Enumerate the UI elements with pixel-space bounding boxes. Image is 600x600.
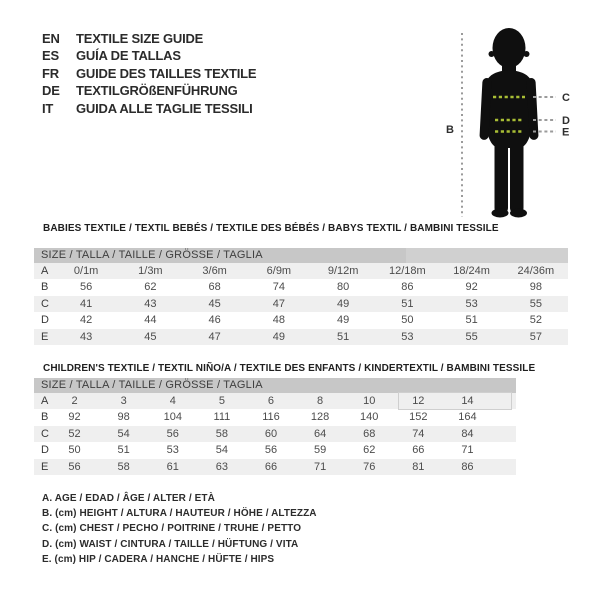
spacer-cell xyxy=(492,409,516,425)
table-cell: 3/6m xyxy=(183,263,247,279)
table-cell: 62 xyxy=(363,444,376,457)
table-row xyxy=(34,329,568,345)
table-cell: 74 xyxy=(394,426,443,442)
table-cell: 9/12m xyxy=(311,263,375,279)
child-silhouette xyxy=(479,28,538,218)
language-title: GUÍA DE TALLAS xyxy=(76,48,181,64)
legend-line: D. (cm) WAIST / CINTURA / TAILLE / HÜFTUNG / VITA xyxy=(42,538,299,550)
row-label: E xyxy=(34,459,50,475)
table-cell: 43 xyxy=(54,329,118,345)
row-label: B xyxy=(41,281,49,294)
table-cell: 51 xyxy=(117,444,130,457)
table-cell: 68 xyxy=(208,281,221,294)
children-table-title: CHILDREN'S TEXTILE / TEXTIL NIÑO/A / TEXTILE DES ENFANTS / KINDERTEXTIL / BAMBINI TESSILE xyxy=(43,363,536,374)
table-cell: 4 xyxy=(148,393,197,409)
language-code: DE xyxy=(42,83,60,99)
table-row xyxy=(34,459,516,475)
spacer-cell xyxy=(492,459,516,475)
row-label: E xyxy=(34,329,54,345)
language-row xyxy=(42,65,256,82)
table-cell: 49 xyxy=(311,296,375,312)
table-row xyxy=(34,409,516,425)
row-label: A xyxy=(34,263,54,279)
table-cell: 47 xyxy=(247,296,311,312)
table-cell: 71 xyxy=(296,459,345,475)
table-cell: 63 xyxy=(197,459,246,475)
table-cell: 66 xyxy=(246,459,295,475)
table-row xyxy=(34,393,516,409)
table-cell: 41 xyxy=(54,296,118,312)
table-cell: 116 xyxy=(262,411,280,424)
table-cell: 8 xyxy=(296,393,345,409)
table-cell: 10 xyxy=(345,393,394,409)
table-row xyxy=(34,312,568,328)
table-cell: 12 xyxy=(394,393,443,409)
row-label: D xyxy=(41,314,49,327)
table-cell: 51 xyxy=(375,296,439,312)
babies-size-table xyxy=(34,248,568,345)
table-cell: 58 xyxy=(99,459,148,475)
table-cell: 58 xyxy=(197,426,246,442)
table-cell: 0/1m xyxy=(54,263,118,279)
table-cell: 62 xyxy=(144,281,157,294)
table-row xyxy=(34,442,516,458)
table-cell: 64 xyxy=(296,426,345,442)
spacer-cell xyxy=(492,426,516,442)
table-cell: 51 xyxy=(311,329,375,345)
height-label: B xyxy=(446,124,454,136)
table-cell: 18/24m xyxy=(440,263,504,279)
table-row xyxy=(34,426,516,442)
babies-table-grid xyxy=(34,263,568,345)
children-table-grid xyxy=(34,393,516,475)
table-cell: 53 xyxy=(375,329,439,345)
legend-line: E. (cm) HIP / CADERA / HANCHE / HÜFTE / HIPS xyxy=(42,553,275,565)
language-code: ES xyxy=(42,48,59,64)
table-cell: 55 xyxy=(504,296,568,312)
language-title: GUIDA ALLE TAGLIE TESSILI xyxy=(76,100,253,116)
table-cell: 49 xyxy=(337,314,350,327)
language-code: IT xyxy=(42,100,54,116)
language-row xyxy=(42,82,256,99)
table-cell: 59 xyxy=(313,444,327,457)
table-cell: 57 xyxy=(504,329,568,345)
measurement-figure xyxy=(425,14,595,226)
table-cell: 45 xyxy=(118,329,182,345)
table-cell: 92 xyxy=(68,411,81,424)
language-row xyxy=(42,47,256,64)
table-cell: 6/9m xyxy=(247,263,311,279)
table-cell: 46 xyxy=(208,314,221,327)
table-row xyxy=(34,296,568,312)
table-cell: 52 xyxy=(529,314,542,327)
table-cell: 54 xyxy=(215,444,228,457)
language-title-list xyxy=(42,30,256,117)
table-cell: 49 xyxy=(247,329,311,345)
legend-line: B. (cm) HEIGHT / ALTURA / HAUTEUR / HÖHE / ALTEZZA xyxy=(42,508,317,520)
children-size-table xyxy=(34,378,516,475)
babies-table-title: BABIES TEXTILE / TEXTIL BEBÉS / TEXTILE DES BÉBÉS / BABYS TEXTIL / BAMBINI TESSILE xyxy=(43,223,499,234)
table-cell: 56 xyxy=(50,459,99,475)
babies-size-header-bar: SIZE / TALLA / TAILLE / GRÖSSE / TAGLIA xyxy=(34,248,568,263)
legend-line: A. AGE / EDAD / ÂGE / ALTER / ETÀ xyxy=(42,493,215,504)
measurement-figure-svg xyxy=(425,14,595,226)
table-cell: 42 xyxy=(80,314,93,327)
table-cell: 56 xyxy=(148,426,197,442)
table-cell: 76 xyxy=(345,459,394,475)
table-cell: 48 xyxy=(272,314,285,327)
row-label: C xyxy=(34,296,54,312)
table-cell: 50 xyxy=(68,444,81,457)
language-row xyxy=(42,30,256,47)
table-cell: 14 xyxy=(443,393,492,409)
table-cell: 45 xyxy=(183,296,247,312)
hip-label: E xyxy=(562,126,570,139)
table-cell: 86 xyxy=(443,459,492,475)
spacer-cell xyxy=(492,442,516,458)
language-title: TEXTILGRÖßENFÜHRUNG xyxy=(76,83,238,99)
table-cell: 61 xyxy=(148,459,197,475)
spacer-cell xyxy=(492,393,516,409)
measurement-legend xyxy=(42,491,317,567)
table-cell: 92 xyxy=(465,281,478,294)
table-cell: 98 xyxy=(529,281,542,294)
table-cell: 140 xyxy=(360,411,379,424)
table-cell: 86 xyxy=(401,281,414,294)
table-cell: 44 xyxy=(144,314,157,327)
language-row xyxy=(42,100,256,117)
table-cell: 164 xyxy=(458,411,477,424)
table-cell: 12/18m xyxy=(375,263,439,279)
row-label: B xyxy=(41,411,49,424)
table-cell: 54 xyxy=(99,426,148,442)
chest-label: C xyxy=(562,92,570,104)
table-cell: 56 xyxy=(80,281,93,294)
row-label: C xyxy=(34,426,50,442)
language-code: FR xyxy=(42,65,59,81)
table-cell: 24/36m xyxy=(504,263,568,279)
waist-label: D xyxy=(562,115,570,127)
table-cell: 111 xyxy=(213,411,231,424)
table-cell: 81 xyxy=(394,459,443,475)
table-cell: 53 xyxy=(166,444,179,457)
table-cell: 71 xyxy=(461,444,474,457)
table-cell: 66 xyxy=(412,444,425,457)
row-label: D xyxy=(41,444,49,457)
table-cell: 55 xyxy=(440,329,504,345)
table-cell: 53 xyxy=(440,296,504,312)
table-cell: 6 xyxy=(246,393,295,409)
language-title: GUIDE DES TAILLES TEXTILE xyxy=(76,65,257,81)
table-cell: 80 xyxy=(337,281,350,294)
table-cell: 56 xyxy=(264,444,278,457)
children-size-header-bar: SIZE / TALLA / TAILLE / GRÖSSE / TAGLIA xyxy=(34,378,516,393)
table-row xyxy=(34,279,568,295)
table-cell: 47 xyxy=(183,329,247,345)
table-cell: 43 xyxy=(118,296,182,312)
row-label: A xyxy=(34,393,50,409)
table-cell: 3 xyxy=(99,393,148,409)
language-title: TEXTILE SIZE GUIDE xyxy=(76,31,204,46)
table-cell: 128 xyxy=(310,411,330,424)
table-cell: 74 xyxy=(272,281,285,294)
language-code: EN xyxy=(42,31,60,46)
table-cell: 5 xyxy=(197,393,246,409)
table-cell: 152 xyxy=(409,411,428,424)
legend-line: C. (cm) CHEST / PECHO / POITRINE / TRUHE / PETTO xyxy=(42,523,302,535)
table-cell: 68 xyxy=(345,426,394,442)
table-cell: 84 xyxy=(443,426,492,442)
table-cell: 60 xyxy=(246,426,295,442)
table-row xyxy=(34,263,568,279)
table-cell: 50 xyxy=(401,314,414,327)
table-cell: 104 xyxy=(163,411,182,424)
table-cell: 1/3m xyxy=(118,263,182,279)
table-cell: 98 xyxy=(117,411,130,424)
table-cell: 2 xyxy=(50,393,99,409)
table-cell: 51 xyxy=(465,314,478,327)
table-cell: 52 xyxy=(50,426,99,442)
